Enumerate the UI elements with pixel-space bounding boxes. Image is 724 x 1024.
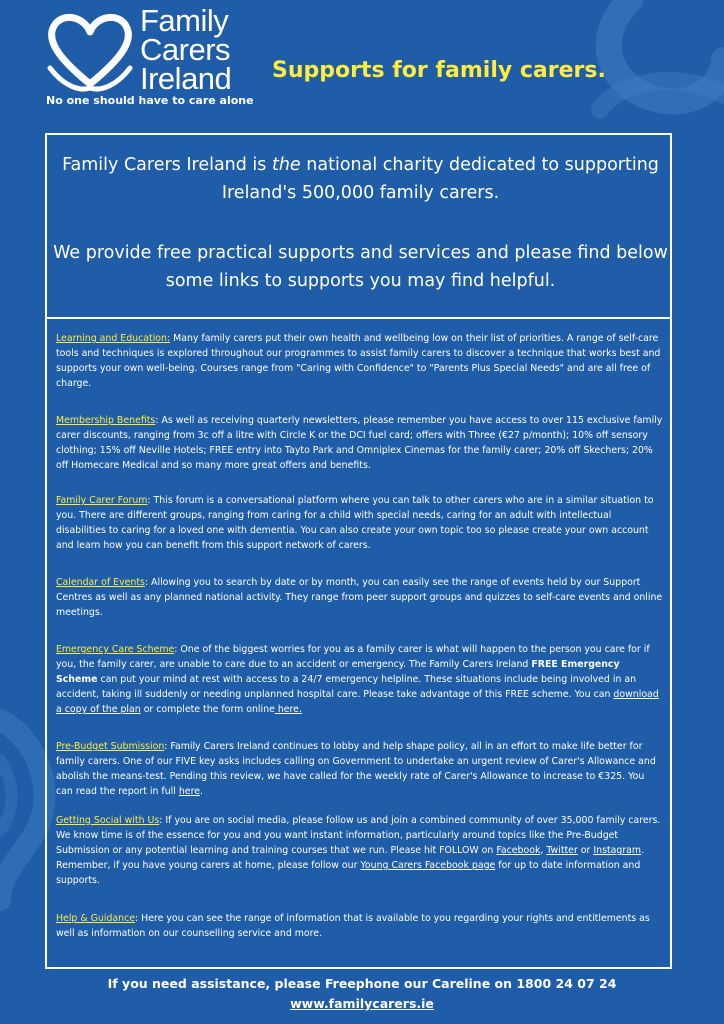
brand-line: Carers [140, 32, 231, 67]
section-text: or complete the form online [140, 704, 275, 715]
section-text: Many family carers put their own health and wellbeing low on their list of priorities. A range of self-care tools and techniques is explored throughout our programmes to assist family carers to discover a technique that works best and supports your own well-being. Courses range from "Caring with Confidence" to "Parents Plus Special Needs" and are all free of charge. [56, 333, 661, 389]
intro-paragraph-2: We provide free practical supports and services and please find below some links to supports you may find helpful. [53, 243, 668, 291]
section-text: : Family Carers Ireland continues to lobby and help shape policy, all in an effort to make life better for family carers. One of our FIVE key asks includes calling on Government to undertake an urgent review of Carer's Allowance and abolish the means-test. Pending this review, we have called for the weekly rate of Carer's Allowance to increase to €325. You can read the report in full [56, 741, 656, 797]
brand-line: Family [140, 3, 229, 38]
learning-link[interactable]: Learning and Education: [56, 333, 171, 344]
section-social [56, 813, 664, 888]
section-text: : As well as receiving quarterly newsletters, please remember you have access to over 115 exclusive family carer discounts, ranging from 3c off a litre with Circle K or the DCI fuel card; offers with Three (€27 p/month); 10% off sensory clothing; 15% off Neville Hotels; FREE entry into Tayto Park and Omniplex Cinemas for the family carer; 20% off Skechers; 20% off Homecare Medical and so many more great offers and benefits. [56, 415, 663, 471]
supports-list [45, 319, 672, 969]
heart-hands-logo-icon [44, 8, 136, 94]
section-emergency [56, 642, 664, 717]
section-membership [56, 413, 664, 473]
section-text: . Remember, if you have young carers at home, please follow our [56, 845, 645, 871]
section-learning [56, 331, 664, 391]
emergency-link[interactable]: Emergency Care Scheme [56, 644, 175, 655]
download-plan-link[interactable]: download a copy of the plan [56, 689, 659, 715]
intro-text: national charity dedicated to supporting Ireland's 500,000 family carers. [221, 155, 659, 203]
young-carers-link[interactable]: Young Carers Facebook page [360, 860, 496, 871]
section-text: : One of the biggest worries for you as a family carer is what will happen to the person you care for if you, the family carer, are unable to care due to an accident or emergency. The Family Carers Ireland [56, 644, 650, 670]
section-text: , [540, 845, 547, 856]
section-text: : This forum is a conversational platform where you can talk to other carers who are in a similar situation to you. There are different groups, ranging from caring for a child with special needs, caring for an adult with intellectual disabilities to caring for a loved one with dementia. You can also create your own topic too so please create your own account and learn how you can benefit from this support network of carers. [56, 495, 654, 551]
brand-wordmark [140, 3, 232, 96]
instagram-link[interactable]: Instagram [593, 845, 642, 856]
emergency-bold: FREE Emergency Scheme [56, 659, 620, 685]
section-text: can put your mind at rest with access to a 24/7 emergency helpline. These situations include being involved in an accident, taking ill suddenly or needing unplanned hospital care. Please take advantage of this FREE scheme. You can [56, 674, 637, 700]
intro-box [45, 133, 672, 319]
brand-line: Ireland [140, 61, 232, 96]
twitter-link[interactable]: Twitter [546, 845, 578, 856]
section-text: for up to date information and supports. [56, 860, 641, 886]
section-budget [56, 739, 664, 799]
logo [44, 3, 254, 106]
section-forum [56, 493, 664, 553]
form-online-link[interactable]: here. [274, 704, 302, 715]
intro-emphasis: the [271, 155, 301, 175]
facebook-link[interactable]: Facebook [496, 845, 541, 856]
report-link[interactable]: here [178, 786, 200, 797]
forum-link[interactable]: Family Carer Forum [56, 495, 148, 506]
footer-careline: If you need assistance, please Freephone our Careline on 1800 24 07 24 [107, 976, 617, 991]
tagline: No one should have to care alone [46, 94, 254, 107]
intro-text: Family Carers Ireland is [62, 155, 272, 175]
section-text: or [577, 845, 594, 856]
events-link[interactable]: Calendar of Events [56, 577, 145, 588]
budget-link[interactable]: Pre-Budget Submission [56, 741, 165, 752]
section-text: : If you are on social media, please follow us and join a combined community of over 35,000 family carers. We know time is of the essence for you and you want instant information, particularly around topics like the Pre-Budget Submission or any potential learning and training courses that we run. Please hit FOLLOW on [56, 815, 661, 856]
section-text: : Here you can see the range of information that is available to you regarding your rights and entitlements as well as information on our counselling service and more. [56, 913, 650, 939]
section-help [56, 911, 664, 941]
footer-website-link[interactable]: www.familycarers.ie [290, 996, 434, 1011]
help-link[interactable]: Help & Guidance [56, 913, 136, 924]
header [0, 0, 724, 120]
page-title: Supports for family carers. [272, 58, 606, 83]
social-link[interactable]: Getting Social with Us [56, 815, 160, 826]
section-events [56, 575, 664, 620]
section-text: . [200, 786, 203, 797]
section-text: : Allowing you to search by date or by month, you can easily see the range of events held by our Support Centres as well as any planned national activity. They range from peer support groups and quizzes to self-care events and online meetings. [56, 577, 663, 618]
intro-paragraph-1 [47, 151, 674, 207]
membership-link[interactable]: Membership Benefits [56, 415, 156, 426]
